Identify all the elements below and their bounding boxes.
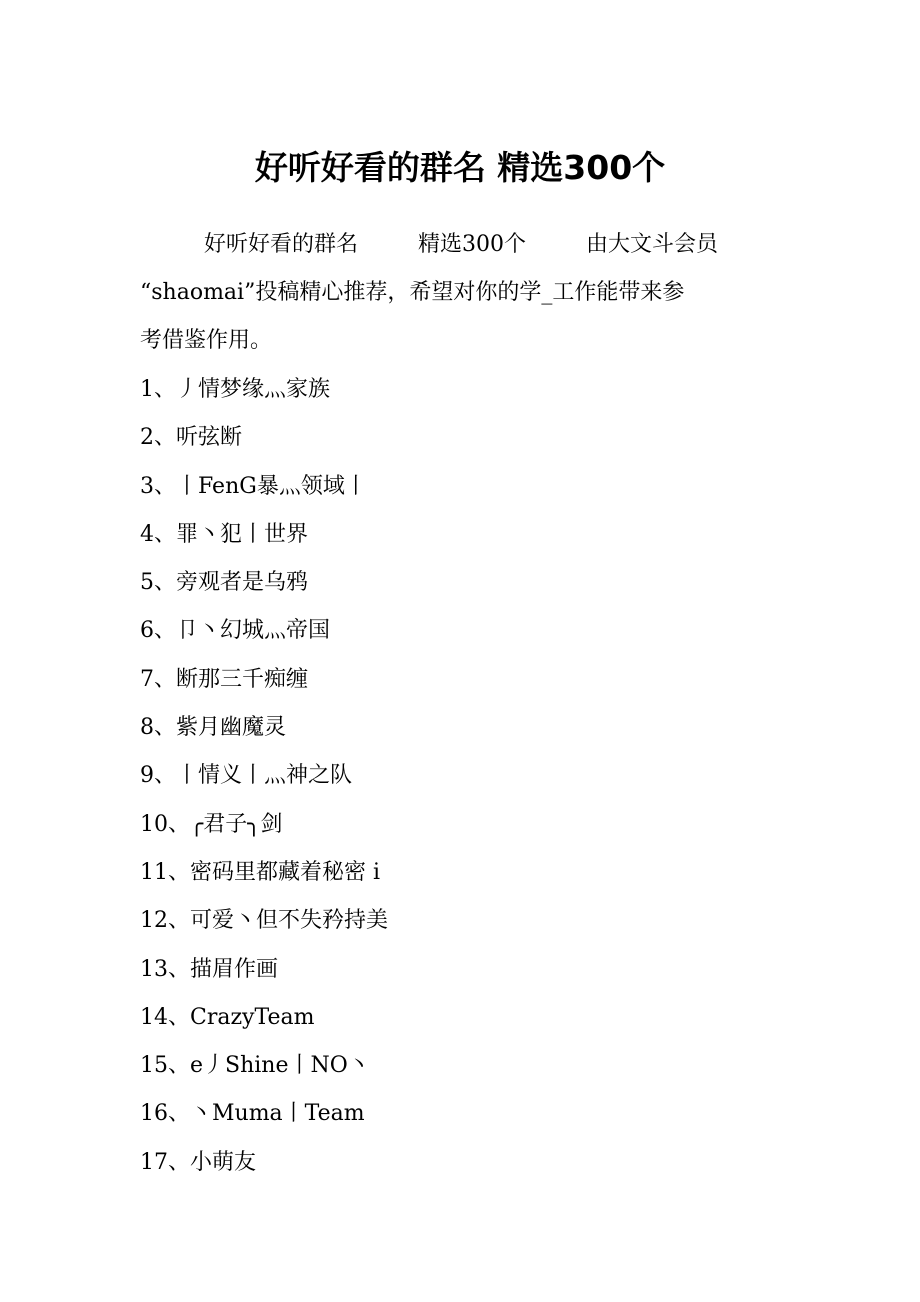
list-item: 11、密码里都藏着秘密 i <box>140 859 381 885</box>
list-item: 3、丨FenG暴灬领域丨 <box>140 473 367 499</box>
list-item: 1、丿情梦缘灬家族 <box>140 377 330 402</box>
list-item: 17、小萌友 <box>140 1149 256 1175</box>
list-item: 15、e丿Shine丨NO丶 <box>140 1053 370 1079</box>
list-item: 14、CrazyTeam <box>140 1004 315 1030</box>
list-item: 7、断那三千痴缠 <box>140 666 308 692</box>
document-title: 好听好看的群名 精选300个 <box>254 148 666 187</box>
list-item: 2、听弦断 <box>140 425 242 451</box>
list-item: 16、丶Muma丨Team <box>140 1101 365 1127</box>
list-item: 5、旁观者是乌鸦 <box>140 570 308 596</box>
list-item: 13、描眉作画 <box>140 956 278 982</box>
intro-part-2: 精选300个 <box>418 232 527 257</box>
list-item: 9、丨情义丨灬神之队 <box>140 763 352 789</box>
intro-line-3: 考借鉴作用。 <box>140 328 273 353</box>
list-item: 4、罪丶犯丨世界 <box>140 521 308 547</box>
intro-line-2: “shaomai”投稿精心推荐，希望对你的学_工作能带来参 <box>140 280 685 305</box>
group-name-list <box>140 366 790 1187</box>
intro-paragraph <box>140 221 790 365</box>
list-item: 6、卩丶幻城灬帝国 <box>140 618 330 644</box>
list-item: 8、紫月幽魔灵 <box>140 715 286 741</box>
intro-part-3: 由大文斗会员 <box>586 232 719 257</box>
list-item: 12、可爱丶但不失矜持美 <box>140 908 388 934</box>
list-item: 10、╭君子╮剑 <box>140 811 283 837</box>
intro-line-1 <box>140 221 790 269</box>
intro-part-1: 好听好看的群名 <box>204 232 359 257</box>
